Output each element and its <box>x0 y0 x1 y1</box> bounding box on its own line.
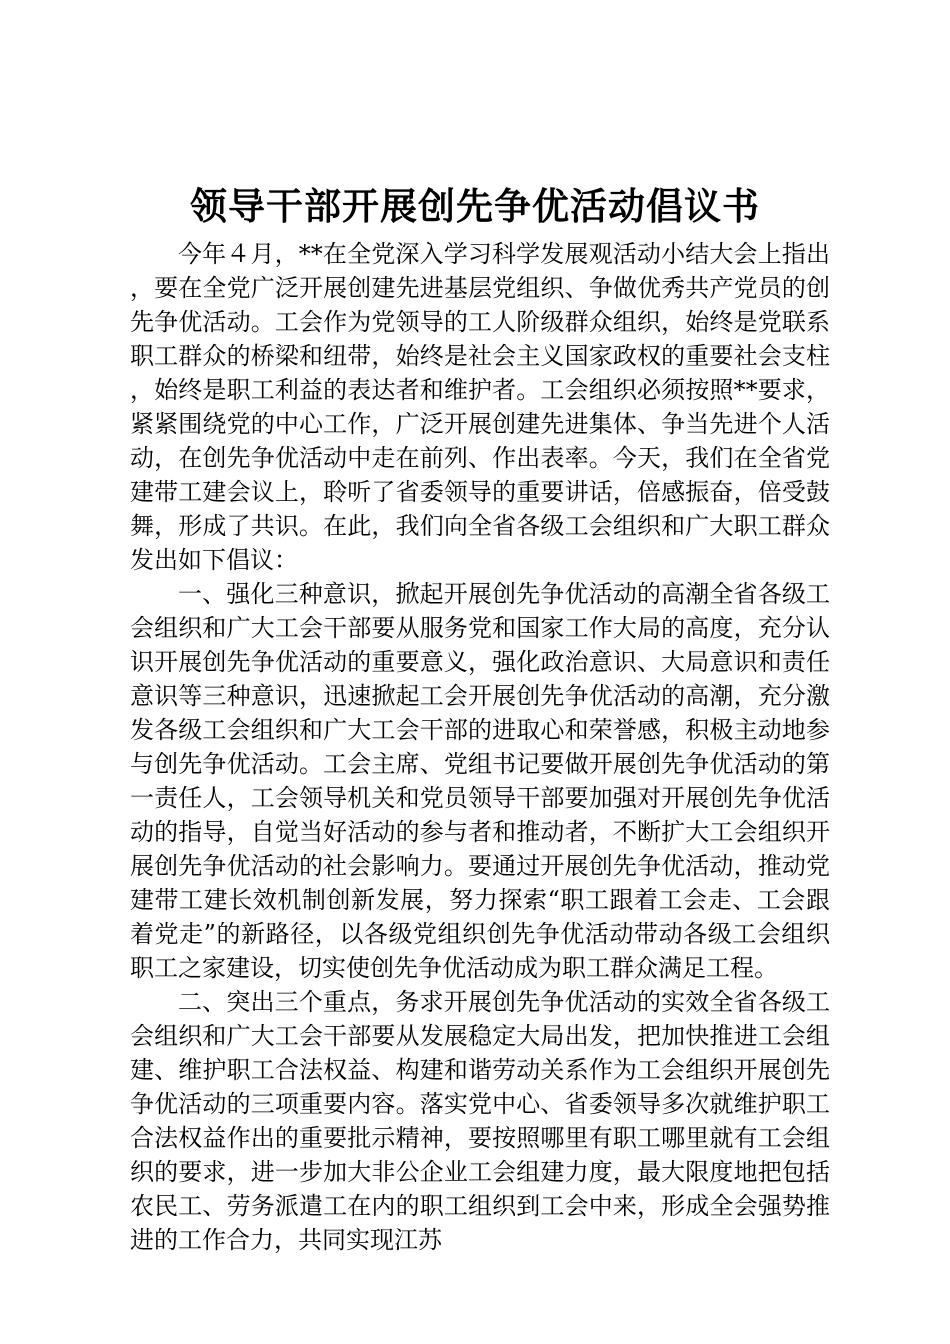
paragraph-point-one: 一、强化三种意识，掀起开展创先争优活动的高潮全省各级工会组织和广大工会干部要从服务党和国家工作大局的高度，充分认识开展创先争优活动的重要意义，强化政治意识、大局意识和责任意识等三种意识，迅速掀起工会开展创先争优活动的高潮，充分激发各级工会组织和广大工会干部的进取心和荣誉感，积极主动地参与创先争优活动。工会主席、党组书记要做开展创先争优活动的第一责任人，工会领导机关和党员领导干部要加强对开展创先争优活动的指导，自觉当好活动的参与者和推动者，不断扩大工会组织开展创先争优活动的社会影响力。要通过开展创先争优活动，推动党建带工建长效机制创新发展，努力探索“职工跟着工会走、工会跟着党走”的新路径，以各级党组织创先争优活动带动各级工会组织职工之家建设，切实使创先争优活动成为职工群众满足工程。 <box>130 580 830 982</box>
paragraph-intro: 今年４月，**在全党深入学习科学发展观活动小结大会上指出，要在全党广泛开展创建先进基层党组织、争做优秀共产党员的创先争优活动。工会作为党领导的工人阶级群众组织，始终是党联系职工群众的桥梁和纽带，始终是社会主义国家政权的重要社会支柱，始终是职工利益的表达者和维护者。工会组织必须按照**要求，紧紧围绕党的中心工作，广泛开展创建先进集体、争当先进个人活动，在创先争优活动中走在前列、作出表率。今天，我们在全省党建带工建会议上，聆听了省委领导的重要讲话，倍感振奋，倍受鼓舞，形成了共识。在此，我们向全省各级工会组织和广大职工群众发出如下倡议： <box>130 240 830 574</box>
document-body <box>130 237 830 1257</box>
paragraph-point-two: 二、突出三个重点，务求开展创先争优活动的实效全省各级工会组织和广大工会干部要从发展稳定大局出发，把加快推进工会组建、维护职工合法权益、构建和谐劳动关系作为工会组织开展创先争优活动的三项重要内容。落实党中心、省委领导多次就维护职工合法权益作出的重要批示精神，要按照哪里有职工哪里就有工会组织的要求，进一步加大非公企业工会组建力度，最大限度地把包括农民工、劳务派遣工在内的职工组织到工会中来，形成全会强势推进的工作合力，共同实现江苏 <box>130 988 830 1254</box>
document-title: 领导干部开展创先争优活动倡议书 <box>190 184 760 228</box>
